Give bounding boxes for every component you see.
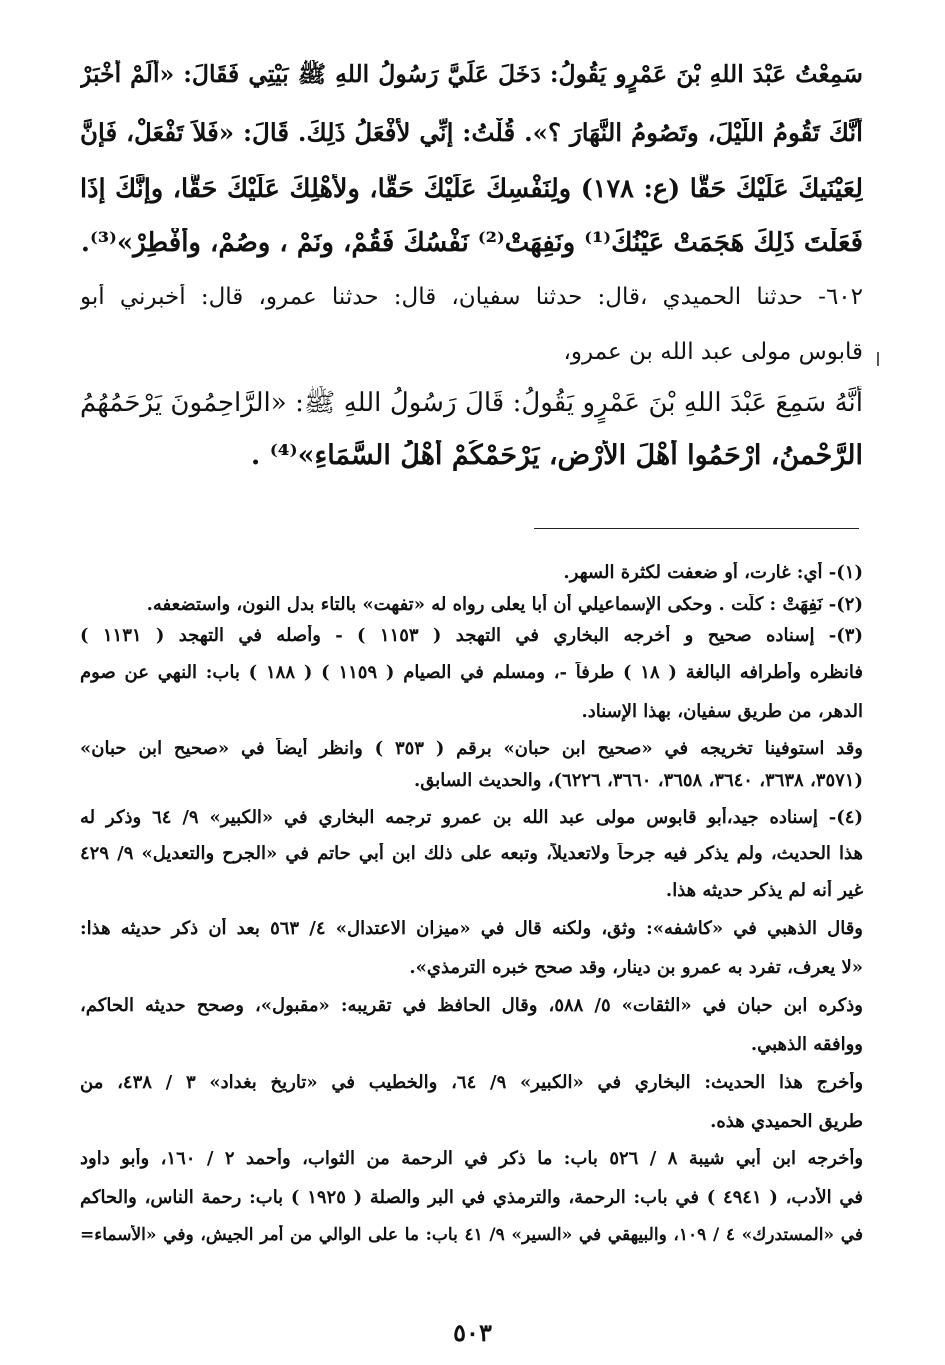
footnote-line: وأخرج هذا الحديث: البخاري في «الكبير» ٩/ ٦٤، والخطيب في «تاريخ بغداد» ٣ / ٤٣٨، من <box>80 1072 863 1093</box>
footnote-line: (٢)- نَفِهَتْ : كلَّت . وحكى الإسماعيلي أن أبا يعلى رواه له «تفهت» بالتاء بدل النون، واستضعفه. <box>146 594 863 615</box>
footnote-line: في «المستدرك» ٤ / ١٠٩، والبيهقي في «السير» ٩/ ٤١ باب: ما على الوالي من أمر الجيش، وفي «الأسماء= <box>80 1225 863 1245</box>
footnote-line: (٣٥٧١، ٣٦٣٨، ٣٦٤٠، ٣٦٥٨، ٣٦٦٠، ٦٢٢٦)، والحديث السابق. <box>413 770 863 791</box>
footnote-line: هذا الحديث، ولم يذكر فيه جرحاً ولاتعديلاً، وتبعه على ذلك ابن أبي حاتم في «الجرح والتعديل» ٩/ ٤٢٩ <box>80 843 863 864</box>
footnote-line: «لا يعرف، تفرد به عمرو بن دينار، وقد صحح خبره الترمذي». <box>409 957 863 978</box>
footnote-line: طريق الحميدي هذه. <box>710 1111 863 1132</box>
footnote-line: (٤)- إسناده جيد،أبو قابوس مولى عبد الله بن عمرو ترجمه البخاري في «الكبير» ٩/ ٦٤ وذكر له <box>80 807 863 828</box>
footnote-line: وأخرجه ابن أبي شيبة ٨ / ٥٢٦ باب: ما ذكر في الرحمة من الثواب، وأحمد ٢ / ١٦٠، وأبو داود <box>80 1148 863 1169</box>
hadith-text-line: أَنَّكَ تَقُومُ اللَّيْلَ، وتَصُومُ النَّهَارَ ؟». قُلْتُ: إِنِّي لأَفْعَلُ ذَلِكَ. قَالَ: «فَلاَ تَفْعَلْ، فَإِنَّ <box>80 118 863 147</box>
margin-mark <box>877 352 879 366</box>
footnote-line: وقد استوفينا تخريجه في «صحيح ابن حبان» برقم ( ٣٥٣ ) وانظر أيضاً في «صحيح ابن حبان» <box>80 738 863 759</box>
footnote-line: في الأدب، ( ٤٩٤١ ) في باب: الرحمة، والترمذي في البر والصلة ( ١٩٢٥ ) باب: رحمة الناس، والحاكم <box>80 1187 863 1208</box>
footnote-separator <box>534 528 859 529</box>
page-number: ٥٠٣ <box>453 1318 492 1347</box>
footnote-line: (١)- أي: غارت، أو ضعفت لكثرة السهر. <box>563 562 863 583</box>
footnote-line: (٣)- إسناده صحيح و أخرجه البخاري في التهجد ( ١١٥٣ ) - وأصله في التهجد ( ١١٣١ ) <box>80 625 863 646</box>
footnote-line: فانظره وأطرافه البالغة ( ١٨ ) طرفاً -، ومسلم في الصيام ( ١١٥٩ ) ( ١٨٨ ) باب: النهي عن صوم <box>80 662 863 683</box>
hadith-text-line: فَعَلْتَ ذَلِكَ هَجَمَتْ عَيْنُكَ⁽¹⁾ ونَفِهَتْ⁽²⁾ نَفْسُكَ فَقُمْ، ونَمْ ، وصُمْ، وأَفْطِرْ»⁽³⁾. <box>80 228 863 258</box>
isnad-line: قابوس مولى عبد الله بن عمرو، <box>563 339 863 365</box>
footnote-line: الدهر، من طريق سفيان، بهذا الإسناد. <box>581 701 863 722</box>
footnote-line: ووافقه الذهبي. <box>750 1034 863 1055</box>
footnote-line: وذكره ابن حبان في «الثقات» ٥/ ٥٨٨، وقال الحافظ في تقريبه: «مقبول»، وصحح حديثه الحاكم، <box>80 995 863 1016</box>
footnote-line: وقال الذهبي في «كاشفه»: وثق، ولكنه قال في «ميزان الاعتدال» ٤/ ٥٦٣ بعد أن ذكر حديثه هذا: <box>80 918 863 939</box>
hadith-text-line: لِعَيْنَيكَ عَلَيْكَ حَقًّا (ع: ١٧٨) ولِنَفْسِكَ عَلَيْكَ حَقًّا، ولأَهْلِكَ عَلَيْكَ حَقًّا، وإِنَّكَ إِذَا <box>80 174 863 204</box>
footnote-line: غير أنه لم يذكر حديثه هذا. <box>665 880 863 901</box>
isnad-line: ٦٠٢- حدثنا الحميدي ،قال: حدثنا سفيان، قال: حدثنا عمرو، قال: أخبرني أبو <box>80 284 863 310</box>
hadith-text-line: أَنَّهُ سَمِعَ عَبْدَ اللهِ بْنَ عَمْرٍو يَقُولُ: قَالَ رَسُولُ اللهِ ﷺ: «الرَّاحِمُونَ يَرْحَمُهُمُ <box>80 388 863 418</box>
hadith-text-line: الرَّحْمنُ، ارْحَمُوا أَهْلَ الأَرْضِ، يَرْحَمْكُمْ أَهْلُ السَّمَاءِ»⁽⁴⁾ . <box>250 440 863 471</box>
hadith-text-line: سَمِعْتُ عَبْدَ اللهِ بْنَ عَمْرٍو يَقُولُ: دَخَلَ عَلَيَّ رَسُولُ اللهِ ﷺ بَيْتِي فَقَالَ: «أَلَمْ أُخْبَرْ <box>80 60 863 88</box>
